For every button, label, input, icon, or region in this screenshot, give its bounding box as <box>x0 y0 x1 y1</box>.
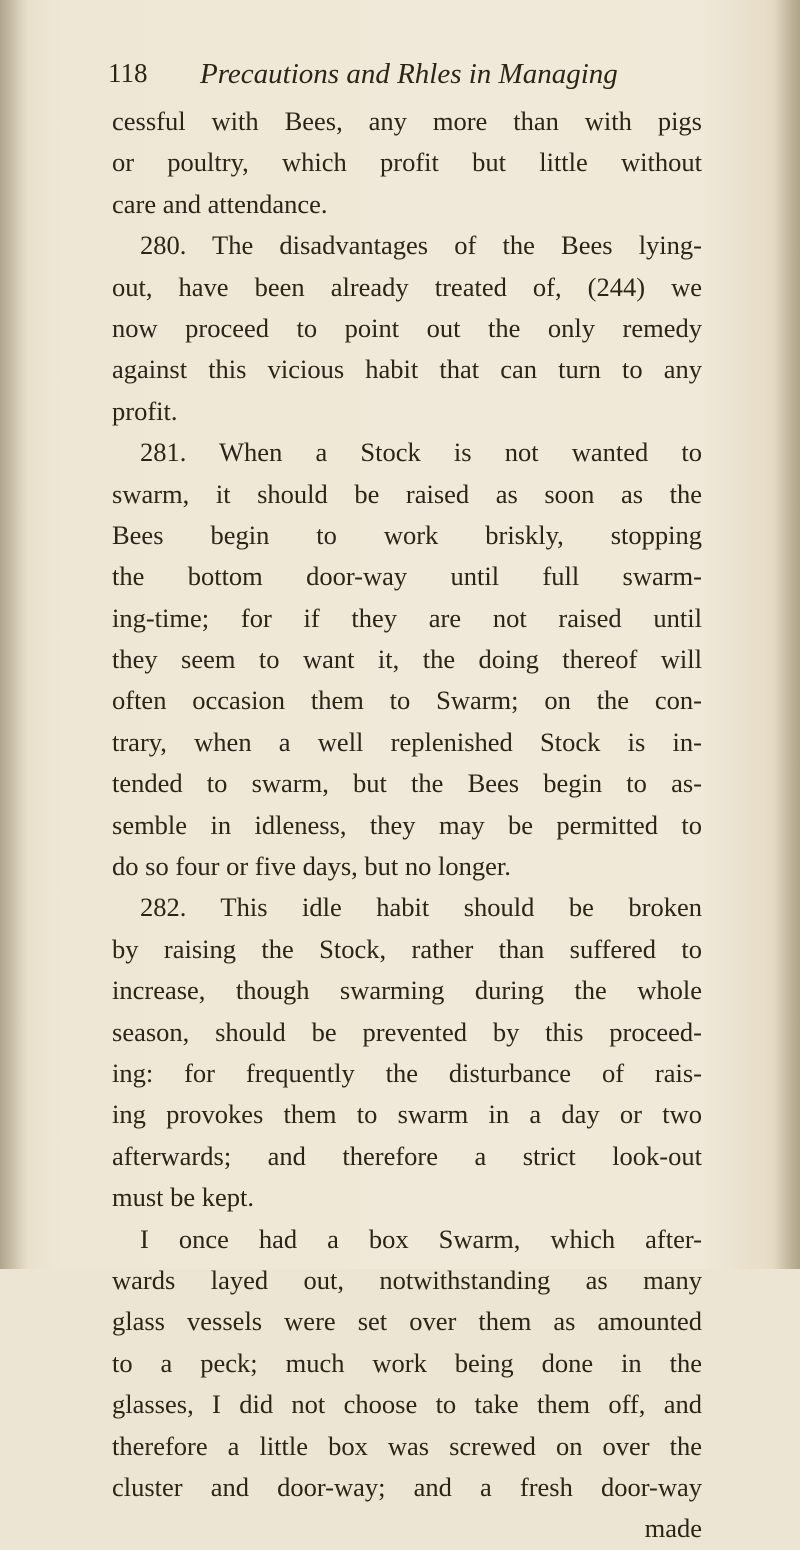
text-line: ing: for frequently the disturbance of rais- <box>112 1057 702 1088</box>
text-line: swarm, it should be raised as soon as the <box>112 478 702 509</box>
text-line: Bees begin to work briskly, stopping <box>112 519 702 550</box>
text-line: or poultry, which profit but little without <box>112 147 702 178</box>
text-line: to a peck; much work being done in the <box>112 1347 702 1378</box>
text-line: by raising the Stock, rather than suffered to <box>112 933 702 964</box>
text-line: afterwards; and therefore a strict look-out <box>112 1140 702 1171</box>
text-line: increase, though swarming during the whole <box>112 975 702 1006</box>
text-line: wards layed out, notwithstanding as many <box>112 1264 702 1295</box>
running-title: Precautions and Rhles in Managing <box>200 58 618 90</box>
paragraph-282-start: 282. This idle habit should be broken <box>140 892 702 923</box>
text-line: profit. <box>112 395 178 426</box>
text-line: must be kept. <box>112 1182 255 1213</box>
gutter-shadow <box>0 0 28 1269</box>
text-line: often occasion them to Swarm; on the con- <box>112 685 702 716</box>
page-number: 118 <box>108 58 148 88</box>
text-line: glasses, I did not choose to take them off, and <box>112 1389 702 1420</box>
text-line: ing-time; for if they are not raised until <box>112 602 702 633</box>
page-header <box>108 58 698 98</box>
text-line: now proceed to point out the only remedy <box>112 312 702 343</box>
text-line: care and attendance. <box>112 188 328 219</box>
text-line: season, should be prevented by this proceed- <box>112 1016 702 1047</box>
body-text <box>112 101 702 1550</box>
text-line: out, have been already treated of, (244) we <box>112 271 702 302</box>
text-line: therefore a little box was screwed on over the <box>112 1430 702 1461</box>
text-line: tended to swarm, but the Bees begin to as- <box>112 768 702 799</box>
text-line: glass vessels were set over them as amounted <box>112 1306 702 1337</box>
text-line: against this vicious habit that can turn to any <box>112 354 702 385</box>
paragraph-281-start: 281. When a Stock is not wanted to <box>140 437 702 468</box>
text-line: semble in idleness, they may be permitted to <box>112 809 702 840</box>
page-edge-shadow <box>774 0 800 1269</box>
paragraph-anecdote-start: I once had a box Swarm, which after- <box>140 1223 702 1254</box>
text-line: ing provokes them to swarm in a day or two <box>112 1099 702 1130</box>
paragraph-280-start: 280. The disadvantages of the Bees lying- <box>140 230 702 261</box>
text-line: the bottom door-way until full swarm- <box>112 561 702 592</box>
text-line: do so four or five days, but no longer. <box>112 851 511 882</box>
text-line: they seem to want it, the doing thereof will <box>112 644 702 675</box>
catchword: made <box>644 1513 702 1544</box>
text-line: trary, when a well replenished Stock is in- <box>112 726 702 757</box>
text-line: cluster and door-way; and a fresh door-way <box>112 1471 702 1502</box>
text-line: cessful with Bees, any more than with pigs <box>112 106 702 136</box>
